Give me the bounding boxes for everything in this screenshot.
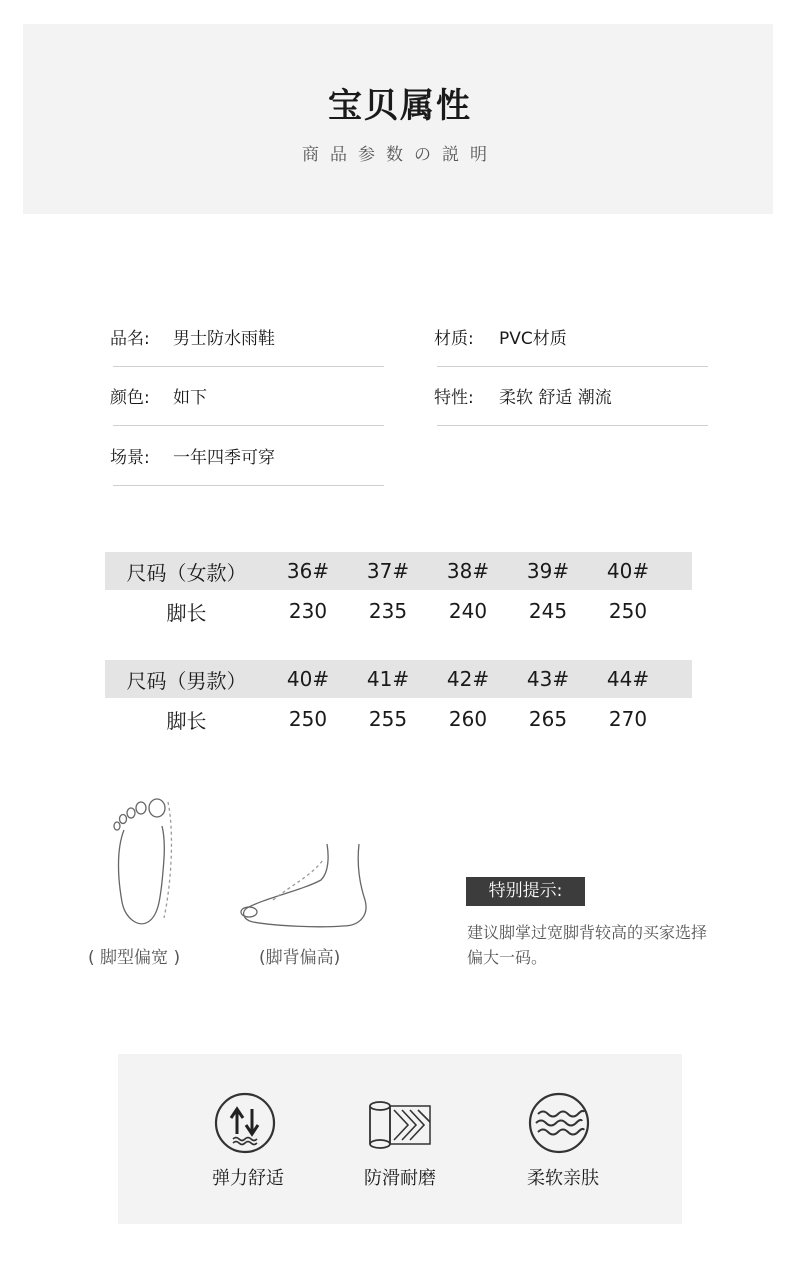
length-cell: 265 — [528, 707, 568, 731]
attr-scene-value: 一年四季可穿 — [173, 448, 275, 468]
length-cell: 260 — [448, 707, 488, 731]
wide-foot-icon — [100, 790, 180, 930]
size-table-length-row — [105, 700, 692, 738]
length-cell: 250 — [608, 599, 648, 623]
anti-slip-icon — [368, 1100, 434, 1152]
attr-feature-label: 特性: — [434, 388, 474, 408]
attr-material-label: 材质: — [434, 329, 474, 349]
size-cell: 42# — [446, 667, 490, 691]
size-header-label: 尺码（男款） — [126, 668, 247, 693]
size-table-men — [105, 660, 692, 738]
size-cell: 41# — [366, 667, 410, 691]
size-table-header-row — [105, 552, 692, 590]
attr-feature-value: 柔软 舒适 潮流 — [499, 388, 612, 408]
size-cell: 40# — [286, 667, 330, 691]
size-cell: 38# — [446, 559, 490, 583]
length-cell: 245 — [528, 599, 568, 623]
length-cell: 230 — [288, 599, 328, 623]
size-cell: 39# — [526, 559, 570, 583]
high-instep-foot-icon — [237, 842, 377, 932]
attr-color-label: 颜色: — [110, 388, 150, 408]
length-row-label: 脚长 — [166, 708, 207, 733]
attr-color-value: 如下 — [173, 388, 207, 408]
attr-scene-label: 场景: — [110, 448, 150, 468]
size-table-women — [105, 552, 692, 630]
size-cell: 40# — [606, 559, 650, 583]
page-title: 宝贝属性 — [328, 86, 472, 126]
divider — [437, 366, 708, 367]
divider — [113, 425, 384, 426]
tip-text: 建议脚掌过宽脚背较高的买家选择偏大一码。 — [467, 923, 708, 967]
size-cell: 44# — [606, 667, 650, 691]
elastic-icon — [214, 1092, 276, 1154]
feature-label-anti-slip: 防滑耐磨 — [364, 1168, 436, 1189]
page-subtitle: 商品参数の説明 — [302, 145, 498, 165]
tip-badge: 特别提示: — [466, 877, 585, 906]
high-instep-caption: (脚背偏高) — [259, 948, 341, 968]
attr-name-value: 男士防水雨鞋 — [173, 329, 275, 349]
length-cell: 270 — [608, 707, 648, 731]
length-cell: 235 — [368, 599, 408, 623]
length-cell: 255 — [368, 707, 408, 731]
size-table-header-row — [105, 660, 692, 698]
attr-material-value: PVC材质 — [499, 329, 567, 349]
divider — [113, 485, 384, 486]
divider — [437, 425, 708, 426]
feature-label-soft: 柔软亲肤 — [527, 1168, 599, 1189]
size-cell: 43# — [526, 667, 570, 691]
length-row-label: 脚长 — [166, 600, 207, 625]
size-table-length-row — [105, 592, 692, 630]
attr-name-label: 品名: — [110, 329, 150, 349]
soft-skin-icon — [528, 1092, 590, 1154]
size-header-label: 尺码（女款） — [126, 560, 247, 585]
length-cell: 240 — [448, 599, 488, 623]
length-cell: 250 — [288, 707, 328, 731]
size-cell: 37# — [366, 559, 410, 583]
feature-label-elastic: 弹力舒适 — [212, 1168, 284, 1189]
size-cell: 36# — [286, 559, 330, 583]
divider — [113, 366, 384, 367]
wide-foot-caption: ( 脚型偏宽 ) — [88, 948, 181, 968]
